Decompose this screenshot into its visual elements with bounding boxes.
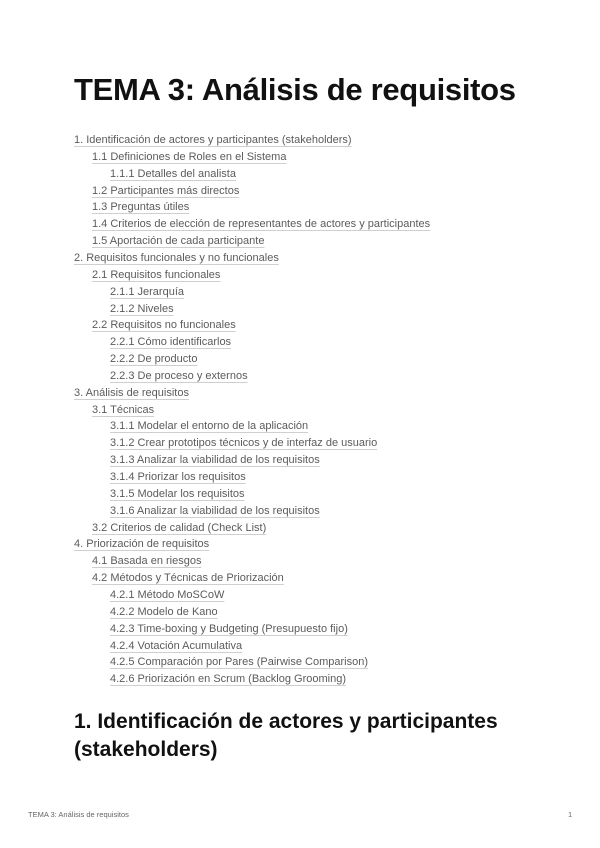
toc-link[interactable]: 2.1.1 Jerarquía [110, 285, 184, 298]
toc-link[interactable]: 3.1 Técnicas [92, 403, 155, 416]
toc-link[interactable]: 1.3 Preguntas útiles [92, 201, 190, 214]
toc-link[interactable]: 4.2.5 Comparación por Pares (Pairwise Comparison) [110, 656, 368, 669]
toc-link[interactable]: 3.1.4 Priorizar los requisitos [110, 471, 246, 483]
toc-link[interactable]: 3.1.3 Analizar la viabilidad de los requisitos [110, 454, 320, 467]
toc-link[interactable]: 4.2.4 Votación Acumulativa [110, 639, 243, 652]
toc-link[interactable]: 4.2.6 Priorización en Scrum (Backlog Grooming) [110, 673, 346, 686]
toc-link[interactable]: 2.1.2 Niveles [110, 302, 174, 315]
toc-link[interactable]: 1. Identificación de actores y participantes (stakeholders) [74, 134, 352, 146]
footer-document-title: TEMA 3: Análisis de requisitos [28, 810, 129, 819]
toc-link[interactable]: 3.1.6 Analizar la viabilidad de los requisitos [110, 504, 320, 517]
toc-link[interactable]: 1.2 Participantes más directos [92, 184, 240, 197]
toc-link[interactable]: 2.2.2 De producto [110, 353, 198, 366]
toc-link[interactable]: 1.1.1 Detalles del analista [110, 167, 236, 180]
toc-link[interactable]: 2.2 Requisitos no funcionales [92, 319, 236, 332]
page-title: TEMA 3: Análisis de requisitos [74, 72, 516, 107]
toc-link[interactable]: 2. Requisitos funcionales y no funcionales [74, 251, 279, 264]
toc-link[interactable]: 4.2.2 Modelo de Kano [110, 605, 218, 618]
toc-link[interactable]: 3.2 Criterios de calidad (Check List) [92, 521, 267, 534]
toc-link[interactable]: 3.1.1 Modelar el entorno de la aplicación [110, 420, 309, 433]
toc-link[interactable]: 4.1 Basada en riesgos [92, 555, 202, 568]
toc-link[interactable]: 1.5 Aportación de cada participante [92, 235, 265, 248]
toc-link[interactable]: 4.2 Métodos y Técnicas de Priorización [92, 572, 284, 585]
toc-link[interactable]: 4.2.1 Método MoSCoW [110, 588, 225, 601]
toc-link[interactable]: 4. Priorización de requisitos [74, 538, 210, 551]
toc-link[interactable]: 2.2.3 De proceso y externos [110, 369, 248, 382]
toc-link[interactable]: 3.1.5 Modelar los requisitos [110, 487, 245, 500]
toc-link[interactable]: 4.2.3 Time-boxing y Budgeting (Presupuesto fijo) [110, 622, 348, 635]
toc-link[interactable]: 2.2.1 Cómo identificarlos [110, 336, 232, 349]
toc-link[interactable]: 2.1 Requisitos funcionales [92, 268, 221, 281]
section-heading: 1. Identificación de actores y participantes (stakeholders) [74, 710, 498, 761]
toc-link[interactable]: 1.1 Definiciones de Roles en el Sistema [92, 150, 287, 163]
toc-link[interactable]: 1.4 Criterios de elección de representantes de actores y participantes [92, 218, 431, 231]
footer-page-number: 1 [568, 810, 573, 819]
toc-link[interactable]: 3. Análisis de requisitos [74, 386, 189, 399]
toc-link[interactable]: 3.1.2 Crear prototipos técnicos y de interfaz de usuario [110, 437, 378, 450]
